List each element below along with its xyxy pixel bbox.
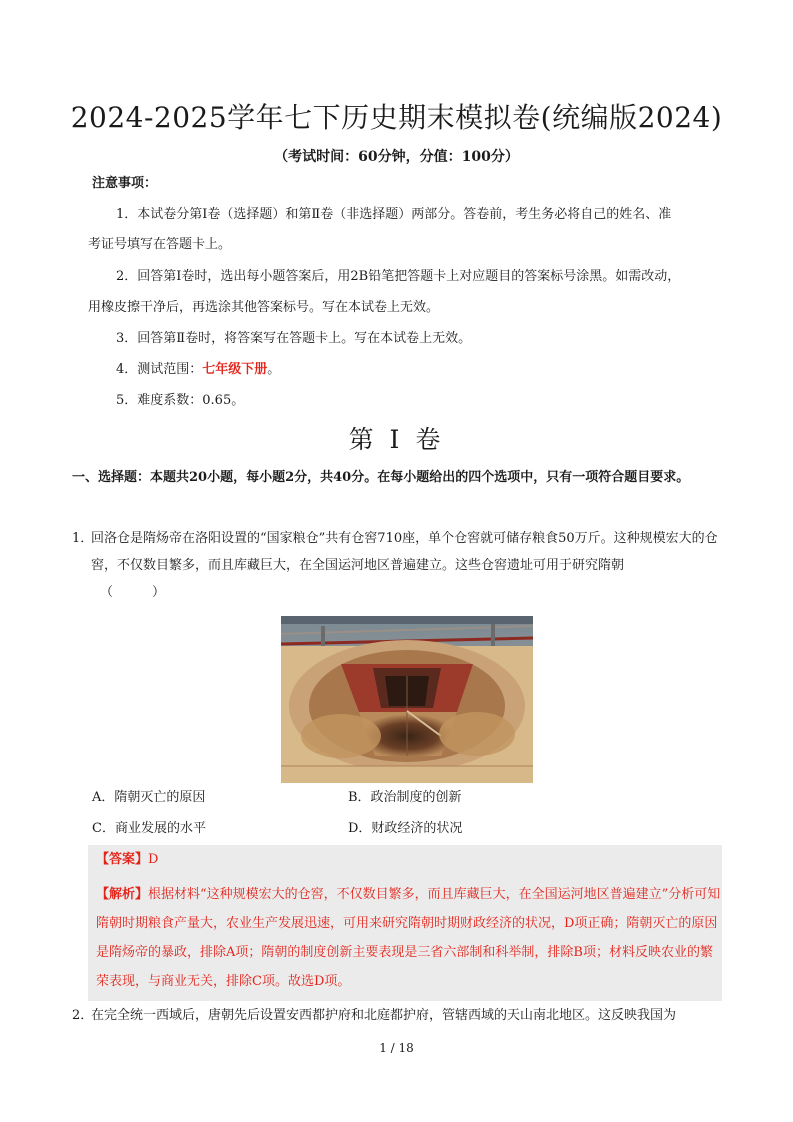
answer-label: 【答案】 bbox=[96, 852, 149, 867]
section-instruction: 一、选择题：本题共20小题，每小题2分，共40分。在每小题给出的四个选项中，只有一项符合题目要求。 bbox=[72, 470, 690, 485]
option-d: D．财政经济的状况 bbox=[348, 821, 463, 836]
question-2-stem: 在完全统一西域后，唐朝先后设置安西都护府和北庭都护府，管辖西域的天山南北地区。这反映我国为 bbox=[91, 1008, 677, 1023]
option-b: B．政治制度的创新 bbox=[348, 790, 462, 805]
exam-subtitle: （考试时间：60分钟，分值：100分） bbox=[274, 149, 519, 165]
note-item-1-cont bbox=[88, 230, 720, 260]
question-1 bbox=[72, 525, 724, 606]
analysis-label: 【解析】 bbox=[96, 887, 149, 902]
note-item-1-line-a: 1．本试卷分第Ⅰ卷（选择题）和第Ⅱ卷（非选择题）两部分。答卷前，考生务必将自己的姓名、准 bbox=[116, 207, 672, 222]
question-1-blank: （ ） bbox=[100, 585, 166, 600]
option-c: C．商业发展的水平 bbox=[92, 821, 206, 836]
note-item-1-line-b: 考证号填写在答题卡上。 bbox=[88, 237, 232, 252]
note-item-1 bbox=[88, 200, 720, 230]
note-item-2-line-a: 2．回答第Ⅰ卷时，选出每小题答案后，用2B铅笔把答题卡上对应题目的答案标号涂黑。如需改动， bbox=[116, 269, 681, 284]
notes-heading: 注意事项： bbox=[92, 176, 158, 191]
question-1-stem: 回洛仓是隋炀帝在洛阳设置的“国家粮仓”共有仓窖710座，单个仓窖就可储存粮食50万斤。这种规模宏大的仓窖，不仅数目繁多，而且库藏巨大，在全国运河地区普遍建立。这些仓窖遗址可用于研究隋朝 bbox=[91, 531, 718, 573]
page-number: 1 / 18 bbox=[379, 1041, 414, 1055]
note-item-5-text: 5．难度系数：0.65。 bbox=[116, 393, 245, 408]
note-item-4-suffix: 。 bbox=[267, 362, 281, 377]
note-item-4 bbox=[88, 355, 720, 385]
answer-value: D bbox=[148, 852, 159, 867]
test-range-highlight: 七年级下册 bbox=[202, 362, 268, 377]
answer-line bbox=[96, 849, 158, 871]
note-item-2-line-b: 用橡皮擦干净后，再选涂其他答案标号。写在本试卷上无效。 bbox=[88, 300, 440, 315]
note-item-3-text: 3．回答第Ⅱ卷时，将答案写在答题卡上。写在本试卷上无效。 bbox=[116, 331, 472, 346]
question-2-number: 2． bbox=[72, 1008, 94, 1023]
analysis-paragraph bbox=[96, 880, 722, 996]
note-item-5 bbox=[88, 386, 720, 416]
note-item-3 bbox=[88, 324, 720, 354]
analysis-text: 根据材料“这种规模宏大的仓窖，不仅数目繁多，而且库藏巨大，在全国运河地区普遍建立”分析可知隋朝时期粮食产量大，农业生产发展迅速，可用来研究隋朝时期财政经济的状况，D项正确；隋朝灭亡的原因是隋炀帝的暴政，排除A项；隋朝的制度创新主要表现是三省六部制和科举制，排除B项；材料反映农业的繁荣表现，与商业无关，排除C项。故选D项。 bbox=[96, 887, 721, 989]
section-title: 第 I 卷 bbox=[348, 425, 445, 454]
note-item-2 bbox=[88, 262, 720, 292]
question-2 bbox=[72, 1005, 724, 1027]
granary-pit-photo bbox=[281, 616, 533, 783]
exam-title: 2024-2025学年七下历史期末模拟卷(统编版2024) bbox=[70, 101, 723, 134]
note-item-4-prefix: 4．测试范围： bbox=[116, 362, 203, 377]
question-1-number: 1． bbox=[72, 531, 94, 546]
note-item-2-cont bbox=[88, 293, 720, 323]
option-a: A．隋朝灭亡的原因 bbox=[92, 790, 206, 805]
